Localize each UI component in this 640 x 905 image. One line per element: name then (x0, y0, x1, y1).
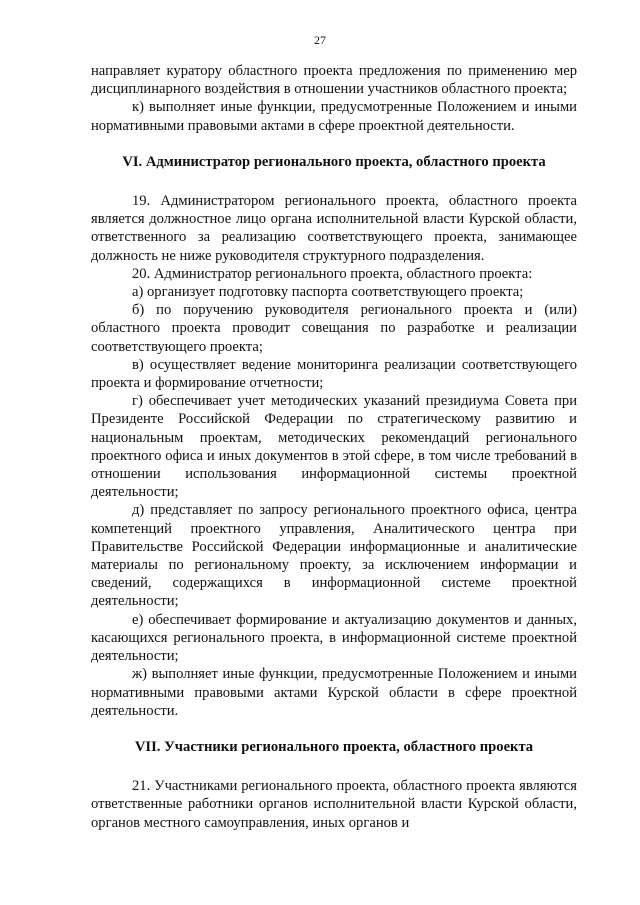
paragraph-21: 21. Участниками регионального проекта, областного проекта являются ответственные работники органов исполнительной власти Курской области, органов местного самоуправления, иных органов и (91, 778, 577, 831)
paragraph-20-e: е) обеспечивает формирование и актуализацию документов и данных, касающихся регионального проекта, в информационной системе проектной деятельности; (91, 611, 577, 665)
page-number: 27 (314, 33, 326, 47)
section-heading-vii: VII. Участники регионального проекта, областного проекта (134, 738, 534, 755)
paragraph-20-g: г) обеспечивает учет методических указаний президиума Совета при Президенте Российской Федерации по стратегическому развитию и национальным проектам, методических рекомендаций регионального проектного офиса и иных документов в этой сфере, в том числе требований в отношении использования информационной системы проектной деятельности; (91, 393, 577, 501)
paragraph-20-a: а) организует подготовку паспорта соответствующего проекта; (132, 284, 524, 301)
section-heading-vi: VI. Администратор регионального проекта, областного проекта (122, 153, 546, 170)
paragraph-20-v: в) осуществляет ведение мониторинга реализации соответствующего проекта и формирование отчетности; (91, 356, 577, 392)
document-body (91, 62, 577, 832)
paragraph-continuation: направляет куратору областного проекта предложения по применению мер дисциплинарного воздействия в отношении участников областного проекта; (91, 63, 577, 98)
paragraph-20-zh: ж) выполняет иные функции, предусмотренные Положением и иными нормативными правовыми актами Курской области в сфере проектной деятельности. (91, 666, 577, 719)
paragraph-20-b: б) по поручению руководителя регионального проекта и (или) областного проекта проводит совещания по разработке и реализации соответствующего проекта; (91, 302, 577, 355)
paragraph-20: 20. Администратор регионального проекта, областного проекта: (132, 265, 533, 282)
paragraph-20-d: д) представляет по запросу регионального проектного офиса, центра компетенций проектного управления, Аналитического центра при Правительстве Российской Федерации информационные и аналитические материалы по региональному проекту, за исключением информации и сведений, содержащихся в информационной системе проектной деятельности; (91, 502, 577, 610)
paragraph-item-k: к) выполняет иные функции, предусмотренные Положением и иными нормативными правовыми актами в сфере проектной деятельности. (91, 99, 577, 134)
paragraph-19: 19. Администратором регионального проекта, областного проекта является должностное лицо органа исполнительной власти Курской области, ответственного за реализацию соответствующего проекта, занимающее должность не ниже руководителя структурного подразделения. (91, 193, 577, 264)
